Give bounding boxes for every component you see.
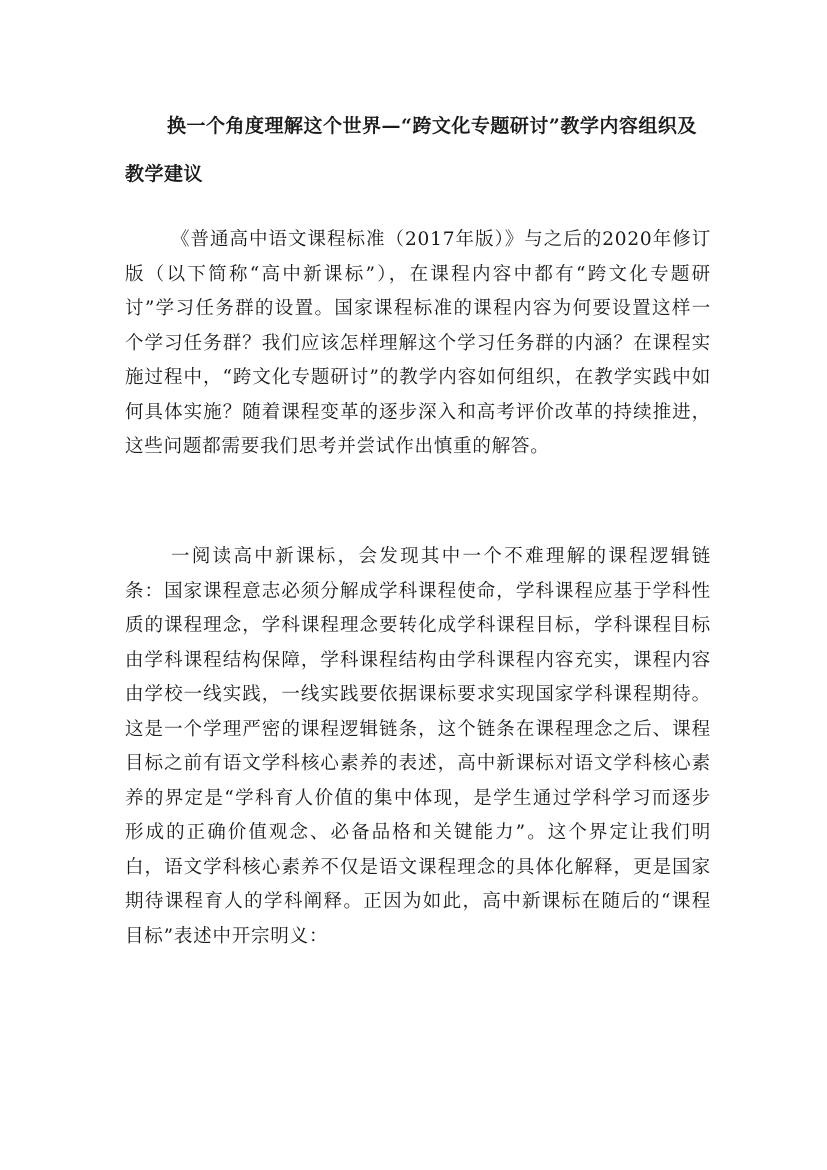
- paragraph-curriculum-logic: 一阅读高中新课标，会发现其中一个不难理解的课程逻辑链条：国家课程意志必须分解成学科课程使命，学科课程应基于学科性质的课程理念，学科课程理念要转化成学科课程目标，学科课程目标由学科课程结构保障，学科课程结构由学科课程内容充实，课程内容由学校一线实践，一线实践要依据课标要求实现国家学科课程期待。这是一个学理严密的课程逻辑链条，这个链条在课程理念之后、课程目标之前有语文学科核心素养的表述，高中新课标对语文学科核心素养的界定是“学科育人价值的集中体现，是学生通过学科学习而逐步形成的正确价值观念、必备品格和关键能力”。这个界定让我们明白，语文学科核心素养不仅是语文课程理念的具体化解释，更是国家期待课程育人的学科阐释。正因为如此，高中新课标在随后的“课程目标”表述中开宗明义：: [125, 546, 711, 947]
- document-title: 换一个角度理解这个世界—“跨文化专题研讨”教学内容组织及教学建议: [125, 115, 697, 185]
- paragraph-intro: 《普通高中语文课程标准（2017年版）》与之后的2020年修订版（以下简称“高中新课标”），在课程内容中都有“跨文化专题研讨”学习任务群的设置。国家课程标准的课程内容为何要设置这样一个学习任务群？我们应该怎样理解这个学习任务群的内涵？在课程实施过程中，“跨文化专题研讨”的教学内容如何组织，在教学实践中如何具体实施？随着课程变革的逐步深入和高考评价改革的持续推进，这些问题都需要我们思考并尝试作出慎重的解答。: [125, 229, 711, 457]
